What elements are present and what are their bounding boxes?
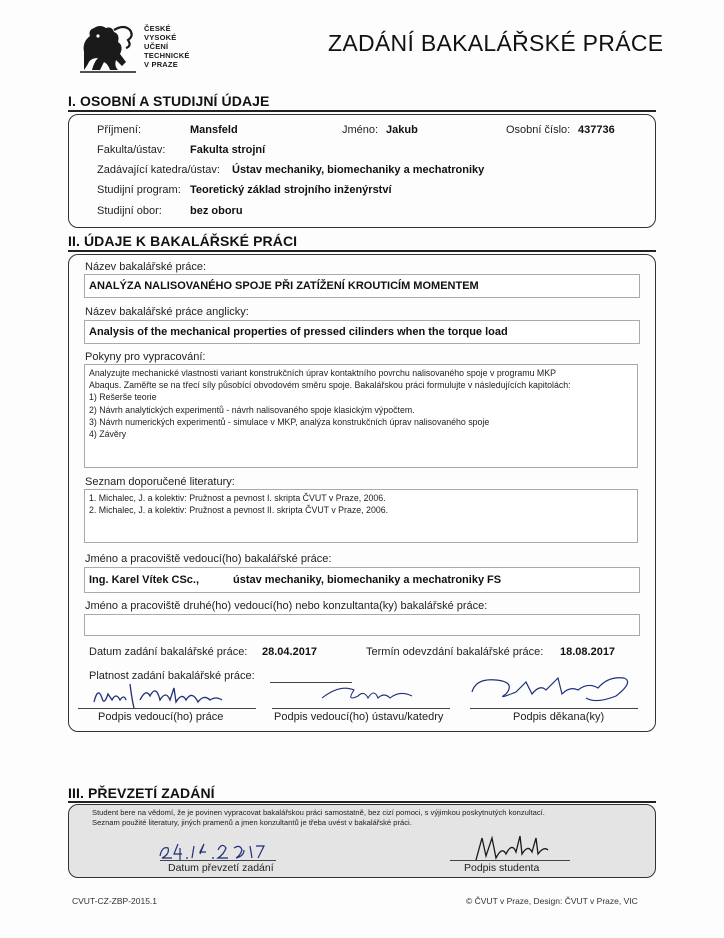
faculty-label: Fakulta/ústav:	[97, 144, 166, 156]
firstname-value: Jakub	[386, 124, 418, 136]
deadline-label: Termín odevzdání bakalářské práce:	[366, 646, 544, 658]
field-value: bez oboru	[190, 205, 243, 217]
section-2-heading: II. ÚDAJE K BAKALÁŘSKÉ PRÁCI	[68, 233, 298, 249]
deadline-value: 18.08.2017	[560, 646, 616, 658]
second-supervisor-label: Jméno a pracoviště druhé(ho) vedoucí(ho) nebo konzultanta(ky) bakalářské práce:	[85, 600, 488, 612]
literature-box	[84, 489, 638, 543]
surname-value: Mansfeld	[190, 124, 238, 136]
instructions-line: 3) Návrh numerických experimentů - simulace v MKP, analýza konstrukčních úprav nalisovaného spoje	[89, 416, 490, 427]
acceptance-notice	[92, 808, 545, 828]
instructions-line: 4) Závěry	[89, 429, 127, 440]
assigned-date-value: 28.04.2017	[262, 646, 318, 658]
thesis-title-value: ANALÝZA NALISOVANÉHO SPOJE PŘI ZATÍŽENÍ KROUTICÍM MOMENTEM	[89, 280, 479, 292]
thesis-title-en-label: Název bakalářské práce anglicky:	[85, 306, 249, 318]
firstname-label: Jméno:	[342, 124, 379, 136]
uni-line-3: UČENÍ	[144, 42, 169, 51]
supervisor-faculty: FS	[487, 574, 502, 586]
instructions-label: Pokyny pro vypracování:	[85, 351, 206, 363]
sig3-line	[470, 708, 638, 709]
supervisor-name: Ing. Karel Vítek CSc.,	[89, 574, 200, 586]
university-name	[144, 24, 190, 69]
acceptance-date-line	[160, 860, 276, 861]
notice-line: Seznam použité literatury, jiných pramenů a jmen konzultantů je třeba uvést v bakalářské práci.	[92, 818, 412, 827]
uni-line-5: V PRAZE	[144, 60, 178, 69]
head-signature	[320, 680, 420, 704]
thesis-title-en-value: Analysis of the mechanical properties of pressed cilinders when the torque load	[89, 326, 508, 338]
department-label: Zadávající katedra/ústav:	[97, 164, 220, 176]
second-supervisor-value	[85, 615, 639, 620]
ctu-lion-logo	[78, 22, 138, 74]
faculty-value: Fakulta strojní	[190, 144, 266, 156]
thesis-title-en-box	[84, 320, 640, 344]
uni-line-1: ČESKÉ	[144, 24, 171, 33]
program-label: Studijní program:	[97, 184, 181, 196]
section-2-rule	[68, 250, 656, 252]
section-3-rule	[68, 801, 656, 803]
sig2-caption: Podpis vedoucí(ho) ústavu/katedry	[274, 711, 444, 723]
sig2-line	[272, 708, 450, 709]
uni-line-4: TECHNICKÉ	[144, 51, 190, 60]
thesis-title-label: Název bakalářské práce:	[85, 261, 207, 273]
field-label: Studijní obor:	[97, 205, 162, 217]
instructions-line: 2) Návrh analytických experimentů - návrh nalisovaného spoje klasickým výpočtem.	[89, 404, 415, 415]
program-value: Teoretický základ strojního inženýrství	[190, 184, 392, 196]
instructions-line: Analyzujte mechanické vlastnosti variant konstrukčních úprav kontaktního povrchu nalisovaného spoje v programu MKP	[89, 368, 556, 378]
section-1-rule	[68, 110, 656, 112]
handwritten-acceptance-date	[156, 840, 276, 862]
assigned-date-label: Datum zadání bakalářské práce:	[89, 646, 248, 658]
sig1-line	[78, 708, 256, 709]
personal-number-value: 437736	[578, 124, 615, 136]
document-title: ZADÁNÍ BAKALÁŘSKÉ PRÁCE	[328, 30, 664, 56]
sig3-caption: Podpis děkana(ky)	[513, 711, 605, 723]
acceptance-date-caption: Datum převzetí zadání	[168, 862, 274, 874]
instructions-box	[84, 364, 638, 468]
copyright: © ČVUT v Praze, Design: ČVUT v Praze, VIC	[466, 896, 638, 906]
literature-item: 1. Michalec, J. a kolektiv: Pružnost a pevnost I. skripta ČVUT v Praze, 2006.	[89, 493, 386, 503]
instructions-line: Abaqus. Zaměřte se na třecí síly působící obvodovém směru spoje. Bakalářskou práci formulujte v následujících kapitolách:	[89, 380, 571, 391]
personal-number-label: Osobní číslo:	[506, 124, 571, 136]
second-supervisor-box	[84, 614, 640, 636]
thesis-title-box	[84, 274, 640, 298]
supervisor-signature	[90, 680, 230, 710]
supervisor-workplace: ústav mechaniky, biomechaniky a mechatroniky	[233, 574, 485, 586]
sig1-caption: Podpis vedoucí(ho) práce	[98, 711, 224, 723]
student-signature-caption: Podpis studenta	[464, 862, 540, 874]
surname-label: Příjmení:	[97, 124, 142, 136]
section-3-heading: III. PŘEVZETÍ ZADÁNÍ	[68, 785, 215, 801]
instructions-line: 1) Rešerše teorie	[89, 392, 157, 403]
department-value: Ústav mechaniky, biomechaniky a mechatroniky	[232, 164, 485, 176]
uni-line-2: VYSOKÉ	[144, 33, 177, 42]
supervisor-box	[84, 567, 640, 593]
notice-line: Student bere na vědomí, že je povinen vypracovat bakalářskou práci samostatně, bez cizí pomoci, s výjimkou poskytnutých konzultací.	[92, 808, 545, 817]
section-1-heading: I. OSOBNÍ A STUDIJNÍ ÚDAJE	[68, 93, 270, 109]
supervisor-label: Jméno a pracoviště vedoucí(ho) bakalářské práce:	[85, 553, 332, 565]
validity-label: Platnost zadání bakalářské práce:	[89, 670, 255, 682]
student-signature-line	[450, 860, 570, 861]
dean-signature	[466, 672, 636, 704]
literature-label: Seznam doporučené literatury:	[85, 476, 235, 488]
literature-item: 2. Michalec, J. a kolektiv: Pružnost a pevnost II. skripta ČVUT v Praze, 2006.	[89, 505, 389, 516]
form-id: CVUT-CZ-ZBP-2015.1	[72, 896, 158, 906]
